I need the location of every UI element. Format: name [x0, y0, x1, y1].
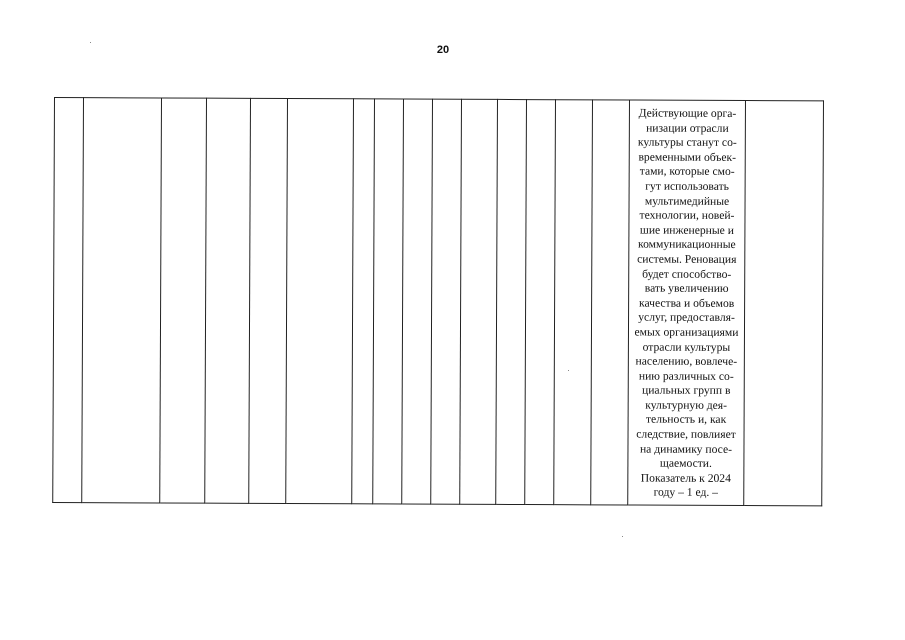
- table-cell-empty: [460, 99, 498, 504]
- table-cell-empty: [431, 99, 462, 504]
- description-line: гут использовать: [645, 179, 729, 193]
- table-cell-empty: [204, 98, 250, 503]
- description-line: культуры станут со-: [637, 135, 737, 150]
- description-line: временными объек-: [638, 150, 737, 164]
- scan-speck: [568, 370, 569, 371]
- description-line: качества и объемов: [638, 296, 735, 310]
- description-text: [630, 107, 743, 472]
- table-cell-empty: [373, 99, 404, 504]
- description-line: мультимедийные: [644, 194, 730, 208]
- description-line: шие инженерные и: [639, 223, 734, 237]
- table-cell-empty: [744, 101, 824, 506]
- table-cell-empty: [82, 98, 162, 503]
- indicator-line: Показатель к 2024: [640, 471, 731, 485]
- indicator-line: году – 1 ед. –: [653, 486, 719, 500]
- description-line: коммуникационные: [638, 237, 736, 252]
- table-cell-empty: [285, 99, 353, 504]
- description-line: услуг, предоставля-: [638, 310, 735, 325]
- table-cell-empty: [53, 98, 84, 503]
- continuation-table: [52, 97, 824, 506]
- page-number: 20: [436, 44, 450, 56]
- description-line: технологии, новей-: [639, 208, 735, 223]
- table-cell-empty: [496, 99, 527, 504]
- description-line: следствие, повлияет: [636, 427, 736, 442]
- indicator-text: [630, 471, 741, 501]
- table-row: [53, 98, 824, 506]
- scan-speck: [90, 42, 91, 43]
- description-line: отрасли культуры: [642, 340, 731, 354]
- table-cell-empty: [525, 100, 556, 505]
- description-line: системы. Реновация: [637, 252, 737, 266]
- description-line: будет способство-: [642, 267, 732, 281]
- description-line: вать увеличению: [644, 281, 729, 296]
- description-line: Действующие орга-: [638, 106, 737, 120]
- description-line: низации отрасли: [646, 121, 729, 135]
- description-line: на динамику посе-: [639, 442, 733, 456]
- description-line: тами, которые смо-: [639, 164, 735, 179]
- description-line: нию различных со-: [638, 369, 734, 383]
- table-cell-empty: [402, 99, 433, 504]
- description-line: щаемости.: [659, 456, 712, 471]
- description-line: тельность и, как: [645, 413, 727, 427]
- table-cell-empty: [248, 98, 287, 503]
- table-cell-empty: [351, 99, 375, 504]
- table-cell-empty: [591, 100, 630, 505]
- scan-speck: [622, 536, 623, 537]
- table-cell-empty: [554, 100, 593, 505]
- expected-result-cell: [628, 100, 746, 506]
- table-cell-empty: [160, 98, 207, 503]
- description-line: циальных групп в: [642, 383, 731, 398]
- description-line: емых организациями: [634, 325, 739, 339]
- description-line: культурную дея-: [645, 398, 728, 412]
- description-line: населению, вовлече-: [635, 354, 738, 369]
